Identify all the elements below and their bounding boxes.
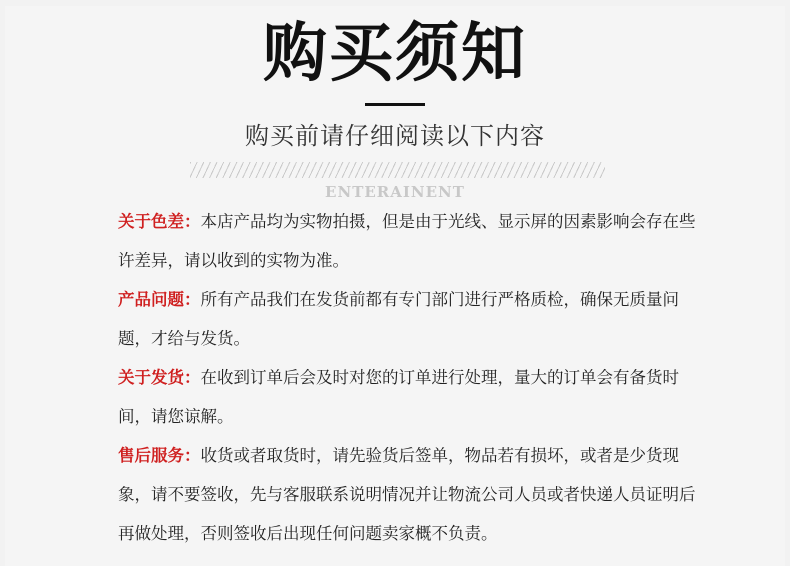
notice-text: 收货或者取货时，请先验货后签单，物品若有损坏，或者是少货现象，请不要签收，先与客服联系说明情况并让物流公司人员或者快递人员证明后再做处理，否则签收后出现任何问题卖家概不负责。 xyxy=(118,446,696,543)
notice-text: 在收到订单后会及时对您的订单进行处理，量大的订单会有备货时间，请您谅解。 xyxy=(118,368,679,426)
notice-label: 关于色差： xyxy=(118,212,201,231)
notice-text: 所有产品我们在发货前都有专门部门进行严格质检，确保无质量问题，才给与发货。 xyxy=(118,290,679,348)
notice-text: 本店产品均为实物拍摄，但是由于光线、显示屏的因素影响会存在些许差异，请以收到的实物为准。 xyxy=(118,212,696,270)
page-title: 购买须知 xyxy=(263,17,527,91)
notice-label: 产品问题： xyxy=(118,290,201,309)
notice-list xyxy=(118,202,703,553)
notice-shipping xyxy=(118,358,703,436)
notice-product-issues xyxy=(118,280,703,358)
notice-color-difference xyxy=(118,202,703,280)
title-underline xyxy=(365,103,425,106)
notice-after-sales xyxy=(118,436,703,553)
decorative-hatch-divider xyxy=(190,162,605,178)
page-subtitle: 购买前请仔细阅读以下内容 xyxy=(245,122,545,150)
notice-label: 关于发货： xyxy=(118,368,201,387)
notice-label: 售后服务： xyxy=(118,446,201,465)
watermark-text: ENTERAINENT xyxy=(325,183,465,201)
